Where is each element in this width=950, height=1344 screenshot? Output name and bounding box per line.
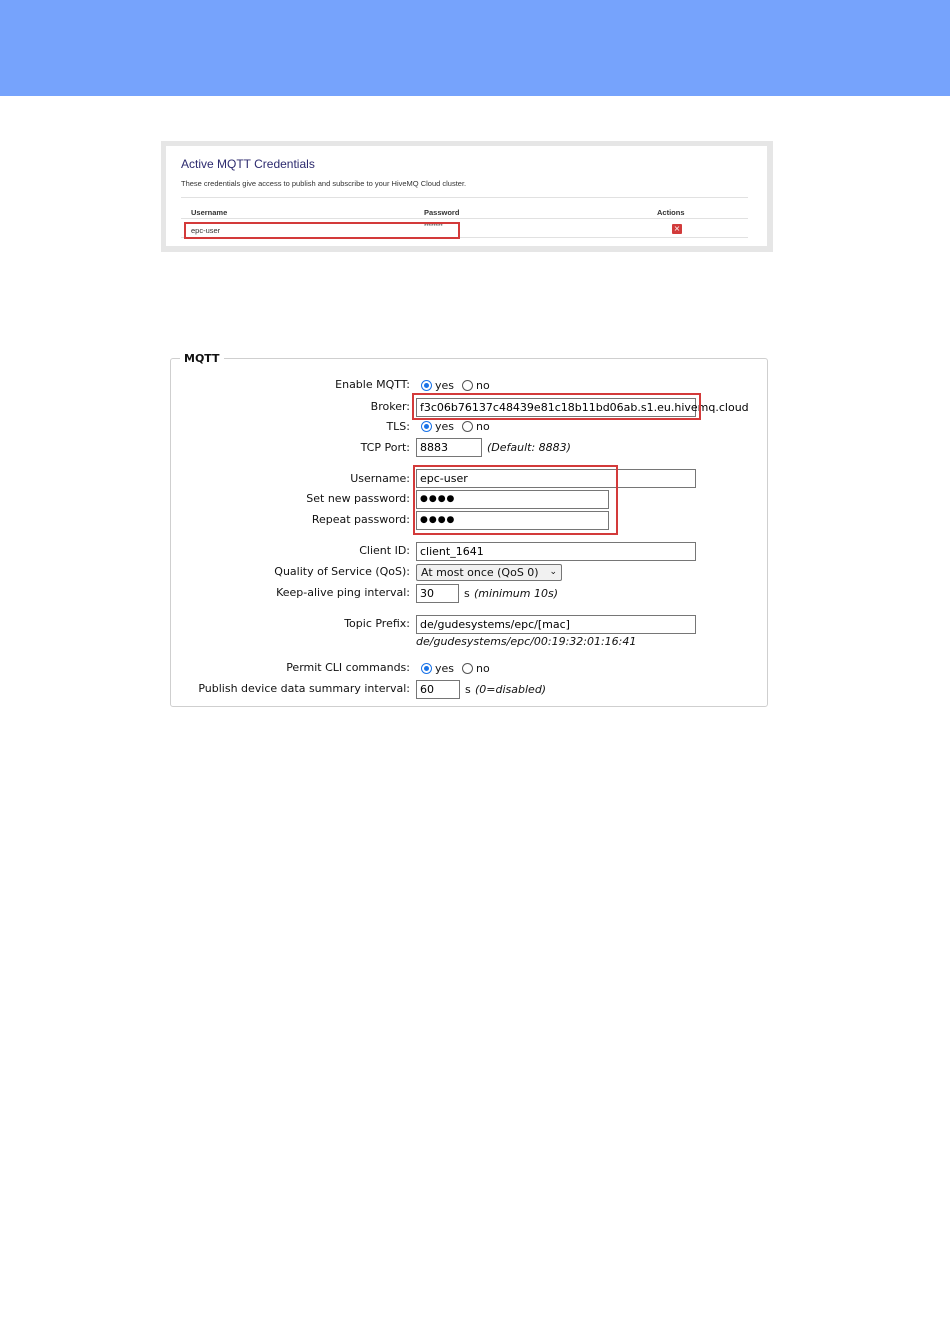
- summary-interval-input[interactable]: 60: [416, 680, 460, 699]
- client-id-label: Client ID:: [359, 544, 410, 557]
- summary-interval-label: Publish device data summary interval:: [198, 682, 410, 695]
- tls-label: TLS:: [386, 420, 410, 433]
- tcp-port-hint: (Default: 8883): [487, 441, 571, 454]
- qos-select[interactable]: [416, 564, 562, 581]
- keepalive-hint: (minimum 10s): [474, 587, 559, 600]
- broker-label: Broker:: [370, 400, 410, 413]
- new-password-label: Set new password:: [306, 492, 410, 505]
- highlight-user-credentials: [413, 465, 618, 535]
- credential-password: ********: [424, 224, 443, 230]
- column-header-password: Password: [424, 208, 460, 217]
- permit-cli-yes-radio[interactable]: [421, 663, 432, 674]
- broker-input[interactable]: f3c06b76137c48439e81c18b11bd06ab.s1.eu.hivemq.cloud: [416, 398, 696, 417]
- permit-cli-no-radio[interactable]: [462, 663, 473, 674]
- mqtt-legend: MQTT: [180, 352, 224, 365]
- keepalive-label: Keep-alive ping interval:: [276, 586, 410, 599]
- enable-mqtt-yes-label[interactable]: yes: [435, 379, 455, 392]
- column-header-username: Username: [191, 208, 228, 217]
- keepalive-input[interactable]: 30: [416, 584, 459, 603]
- highlight-broker: [412, 393, 701, 420]
- qos-selected-value: At most once (QoS 0): [421, 566, 539, 579]
- delete-credential-icon[interactable]: ×: [673, 224, 681, 233]
- permit-cli-yes-label[interactable]: yes: [435, 662, 455, 675]
- keepalive-unit: s: [464, 587, 470, 600]
- tls-no-radio[interactable]: [462, 421, 473, 432]
- tls-yes-label[interactable]: yes: [435, 420, 455, 433]
- divider: [181, 197, 748, 198]
- enable-mqtt-yes-radio[interactable]: [421, 380, 432, 391]
- divider: [181, 218, 748, 219]
- tcp-port-input[interactable]: 8883: [416, 438, 482, 457]
- tcp-port-label: TCP Port:: [360, 441, 410, 454]
- enable-mqtt-no-label[interactable]: no: [476, 379, 490, 392]
- summary-interval-hint: (0=disabled): [475, 683, 547, 696]
- client-id-input[interactable]: client_1641: [416, 542, 696, 561]
- new-password-input[interactable]: ●●●●: [416, 490, 609, 509]
- enable-mqtt-label: Enable MQTT:: [335, 378, 410, 391]
- chevron-down-icon: ⌄: [549, 567, 557, 577]
- credentials-title: Active MQTT Credentials: [181, 157, 315, 171]
- permit-cli-no-label[interactable]: no: [476, 662, 490, 675]
- top-banner: [0, 0, 950, 96]
- enable-mqtt-no-radio[interactable]: [462, 380, 473, 391]
- summary-interval-unit: s: [465, 683, 471, 696]
- repeat-password-label: Repeat password:: [311, 513, 410, 526]
- topic-prefix-resolved: de/gudesystems/epc/00:19:32:01:16:41: [416, 635, 637, 648]
- qos-label: Quality of Service (QoS):: [274, 565, 410, 578]
- credential-username: epc-user: [191, 226, 221, 235]
- repeat-password-input[interactable]: ●●●●: [416, 511, 609, 530]
- topic-prefix-label: Topic Prefix:: [344, 617, 410, 630]
- credentials-description: These credentials give access to publish and subscribe to your HiveMQ Cloud cluster.: [181, 179, 467, 188]
- topic-prefix-input[interactable]: de/gudesystems/epc/[mac]: [416, 615, 696, 634]
- tls-yes-radio[interactable]: [421, 421, 432, 432]
- username-label: Username:: [350, 472, 410, 485]
- permit-cli-label: Permit CLI commands:: [286, 661, 410, 674]
- highlight-credentials-row: [184, 222, 460, 239]
- column-header-actions: Actions: [657, 208, 685, 217]
- tls-no-label[interactable]: no: [476, 420, 490, 433]
- username-input[interactable]: epc-user: [416, 469, 696, 488]
